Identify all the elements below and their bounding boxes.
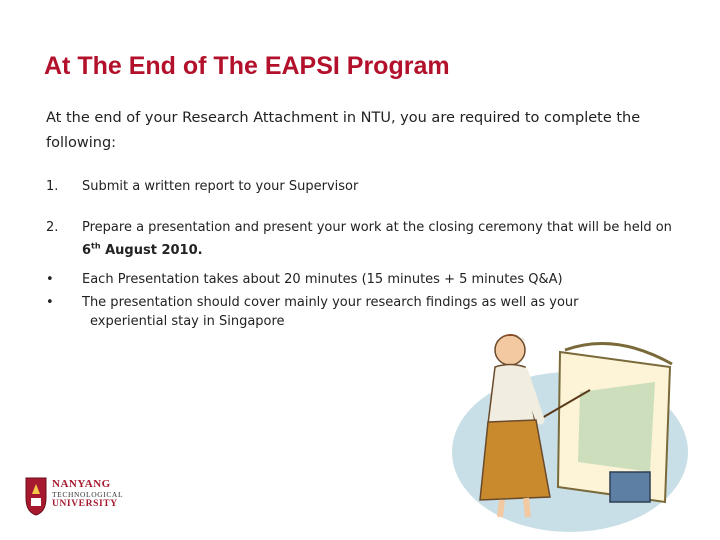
presenter-leg [526, 498, 528, 517]
item-number: 1. [46, 179, 59, 194]
intro-paragraph: At the end of your Research Attachment in NTU, you are required to complete the following: [46, 110, 641, 151]
easel-stand [610, 472, 650, 502]
item-text-block [82, 218, 682, 260]
item-text: Prepare a presentation and present your work at the closing ceremony that will be held on [82, 220, 672, 235]
presenter-leg [500, 500, 502, 517]
date-suffix: th [91, 242, 101, 251]
bullet-text: Each Presentation takes about 20 minutes (15 minutes + 5 minutes Q&A) [82, 272, 563, 287]
item-number: 2. [46, 220, 59, 235]
closing-date [82, 243, 203, 258]
logo-line-1: NANYANG [52, 478, 111, 490]
logo-text [52, 478, 123, 509]
item-text: Submit a written report to your Supervisor [82, 179, 359, 194]
slide-title: At The End of The EAPSI Program [44, 52, 450, 80]
logo-line-2: TECHNOLOGICAL [52, 490, 124, 499]
bullet-text: The presentation should cover mainly your research findings as well as your [82, 295, 579, 310]
date-rest: August 2010. [100, 243, 203, 259]
ntu-logo [24, 470, 144, 520]
bullet-symbol: • [46, 272, 54, 287]
bullet-symbol: • [46, 295, 54, 310]
presenter-head [495, 335, 525, 365]
bullet-continuation: experiential stay in Singapore [90, 314, 285, 329]
presenter-clipart [440, 312, 690, 532]
crest-icon [24, 476, 48, 516]
logo-line-3: UNIVERSITY [52, 499, 118, 509]
chart-map [578, 382, 655, 472]
date-day: 6 [82, 243, 92, 259]
